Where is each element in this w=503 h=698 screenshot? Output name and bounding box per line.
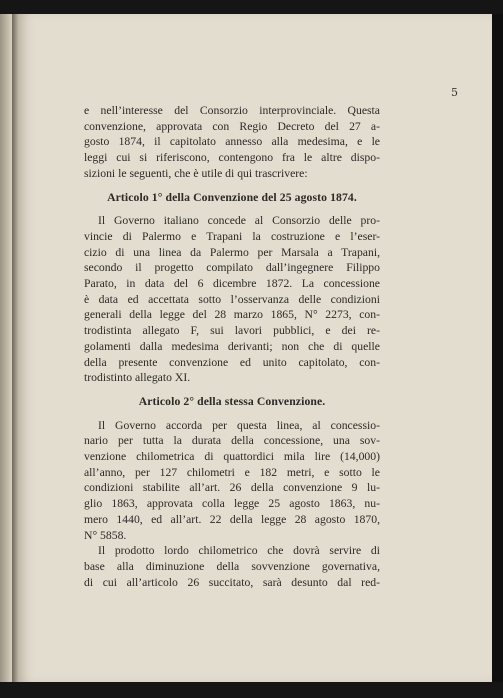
article-heading: Articolo 1° della Convenzione del 25 agosto 1874.: [107, 190, 357, 204]
text-line: sizioni le seguenti, che è utile di qui trascrivere:: [84, 166, 308, 180]
left-page-edge: [0, 14, 12, 682]
text-line: e nell’interesse del Consorzio interprovinciale. Questa: [84, 104, 380, 117]
text-line: Parato, in data del 6 dicembre 1872. La concessione: [84, 277, 380, 291]
text-line: mero 1440, ed all’art. 22 della legge 28 agosto 1870,: [84, 512, 380, 526]
text-line: vincie di Palermo e Trapani la costruzione e l’eser-: [84, 229, 380, 243]
text-line: base alla diminuzione della sovvenzione governativa,: [84, 559, 380, 573]
text-line: trodistinta allegato F, sui lavori pubblici, e dei re-: [84, 324, 380, 338]
paragraph-intro: [84, 103, 380, 182]
text-line: Il Governo accorda per questa linea, al concessio-: [98, 418, 380, 432]
text-line: secondo il progetto compilato dall’ingegnere Filippo: [84, 261, 380, 275]
text-line: cizio di una linea da Palermo per Marsala a Trapani,: [84, 245, 380, 259]
paragraph-prodotto: [84, 543, 380, 590]
text-line: è data ed accettata sotto l’osservanza delle condizioni: [84, 292, 380, 306]
text-line: Il prodotto lordo chilometrico che dovrà servire di: [98, 544, 380, 558]
page-number: 5: [451, 86, 458, 99]
text-line: N° 5858.: [84, 528, 127, 542]
paragraph-article-2: [84, 418, 380, 544]
right-border: [492, 14, 503, 682]
text-line: trodistinto allegato XI.: [84, 371, 191, 385]
text-line: glio 1863, approvata colla legge 25 agosto 1863, nu-: [84, 497, 380, 511]
text-line: condizioni stabilite all’art. 26 della convenzione 9 lu-: [84, 481, 380, 495]
text-line: generali della legge del 28 marzo 1865, N° 2273, con-: [84, 308, 380, 322]
text-line: della presente convenzione ed unito capitolato, con-: [84, 355, 380, 369]
page-body: [84, 103, 380, 590]
article-heading: Articolo 2° della stessa Convenzione.: [138, 394, 326, 408]
text-line: convenzione, approvata con Regio Decreto del 27 a-: [84, 119, 380, 133]
text-line: leggi cui si riferiscono, contengono fra le altre dispo-: [84, 151, 380, 165]
paragraph-article-1: [84, 213, 380, 386]
text-line: nario per tutta la durata della concessione, una sov-: [84, 434, 380, 448]
text-line: di cui all’articolo 26 succitato, sarà desunto dal red-: [84, 575, 380, 589]
text-line: gosto 1874, il capitolato annesso alla medesima, e le: [84, 135, 380, 149]
text-line: venzione chilometrica di quattordici mila lire (14,000): [84, 450, 380, 464]
text-line: all’anno, per 127 chilometri e 182 metri, e sotto le: [84, 465, 380, 479]
text-line: Il Governo italiano concede al Consorzio delle pro-: [98, 214, 380, 228]
text-line: golamenti dalla medesima derivanti; non che di quelle: [84, 339, 380, 353]
